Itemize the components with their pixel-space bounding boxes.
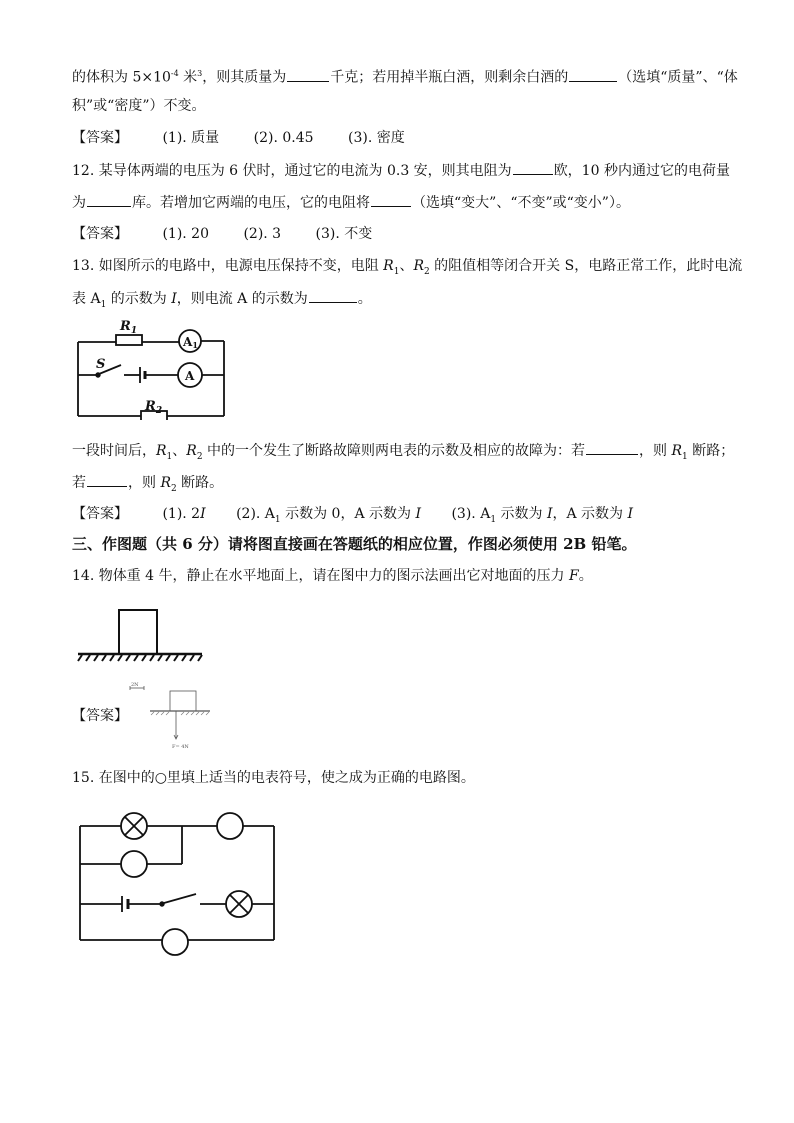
q14-answer-diagram [126, 680, 216, 752]
subscript: 1 [393, 266, 400, 277]
subscript: 1 [100, 299, 107, 310]
q13-blank-1[interactable] [309, 288, 357, 303]
q11-answer [72, 128, 405, 148]
subscript: 2 [424, 266, 430, 277]
answer-text: 示数为 0，A 示数为 [280, 506, 416, 522]
q12-blank-3[interactable] [371, 192, 411, 207]
symbol-r: R [186, 443, 197, 459]
q13-line4 [72, 472, 223, 499]
force-label: F= 4N [172, 744, 189, 750]
answer-item: (2). 0.45 [253, 130, 314, 146]
label-r2: R [145, 399, 156, 414]
q12-blank-2[interactable] [87, 192, 131, 207]
q12-line1 [72, 160, 730, 181]
q14-answer-tag [72, 706, 128, 726]
q12-text: 欧，10 秒内通过它的电荷量 [553, 163, 730, 179]
q14-box-on-ground-diagram [76, 606, 204, 662]
subscript: 1 [274, 514, 281, 525]
q13-circuit-diagram [72, 316, 232, 420]
q13-blank-3[interactable] [87, 472, 127, 487]
answer-item [162, 504, 205, 524]
switch-contact-icon [160, 902, 164, 906]
answer-text: (3). A [451, 506, 491, 522]
q12-text: （选填“变大”、“不变”或“变小”）。 [412, 195, 630, 211]
q15-circuit-diagram [76, 800, 280, 964]
q13-text: ，则 [639, 443, 672, 459]
label-s: S [96, 357, 106, 372]
answer-item: (3). 不变 [315, 226, 373, 242]
q14-text-part: 14. 物体重 4 牛，静止在水平地面上，请在图中力的图示法画出它对地面的压力 [72, 568, 569, 584]
meter-slot-icon[interactable] [121, 851, 147, 877]
answer-tag: 【答案】 [72, 130, 128, 146]
answer-item [236, 504, 421, 530]
q11-blank-1[interactable] [287, 67, 329, 82]
q11-text: 的体积为 5×10 [72, 69, 171, 86]
symbol-f: F [568, 568, 579, 584]
q11-text: ，则其质量为 [202, 69, 287, 86]
q11-text: （选填“质量”、“体 [618, 69, 738, 86]
meter-slot-icon[interactable] [217, 813, 243, 839]
q13-line1 [72, 256, 742, 282]
subscript: 2 [196, 451, 203, 462]
q14-text-part: 。 [578, 568, 593, 584]
answer-text: 示数为 [496, 506, 547, 522]
label-r2-sub: 2 [155, 406, 163, 416]
q13-text: 若 [72, 475, 86, 491]
q13-text: 一段时间后， [72, 443, 156, 459]
symbol-i: I [546, 506, 553, 522]
q11-line2 [72, 96, 205, 116]
symbol-r: R [383, 258, 394, 274]
symbol-r: R [160, 475, 171, 491]
subscript: 1 [166, 451, 173, 462]
svg-text:A1 [182, 335, 198, 350]
ground-hatch-icon [78, 655, 202, 661]
q12-text: 库。若增加它两端的电压，它的电阻将 [132, 195, 370, 211]
answer-item: (3). 密度 [348, 130, 405, 146]
answer-item: (2). 3 [243, 226, 282, 242]
symbol-i: I [171, 291, 177, 307]
answer-item: (1). 20 [162, 226, 209, 242]
answer-tag: 【答案】 [72, 708, 128, 724]
label-a: A [185, 369, 195, 383]
q11-text: 千克；若用掉半瓶白酒，则剩余白酒的 [330, 69, 569, 86]
symbol-r: R [671, 443, 683, 459]
answer-item: (1). 质量 [162, 130, 220, 146]
q13-text: 表 A [72, 291, 101, 307]
resistor-r1 [116, 335, 142, 345]
meter-slot-icon[interactable] [162, 929, 188, 955]
q13-answer [72, 504, 633, 530]
scale-label: 2N [131, 682, 139, 688]
q13-text: 的阻值相等闭合开关 S，电路正常工作，此时电流 [429, 258, 743, 274]
q12-answer [72, 224, 372, 244]
answer-item [451, 504, 633, 530]
label-a1: A [183, 335, 193, 349]
q13-line3 [72, 440, 734, 467]
q13-text: 中的一个发生了断路故障则两电表的示数及相应的故障为：若 [202, 443, 586, 459]
q13-text: 13. 如图所示的电路中，电源电压保持不变，电阻 [72, 258, 384, 274]
q15-text: 15. 在图中的○里填上适当的电表符号，使之成为正确的电路图。 [72, 770, 475, 786]
section-heading: 三、作图题（共 6 分）请将图直接画在答题纸的相应位置，作图必须使用 2B 铅笔。 [72, 535, 637, 553]
q13-text: 断路。 [176, 475, 224, 491]
answer-text: (1). 2 [162, 506, 201, 522]
answer-tag: 【答案】 [72, 506, 128, 522]
q13-blank-2[interactable] [586, 440, 638, 455]
answer-tag: 【答案】 [72, 226, 128, 242]
q13-text: ，则 [128, 475, 161, 491]
subscript: 1 [490, 514, 497, 525]
q13-text: 。 [357, 291, 372, 307]
answer-text: ，A 示数为 [552, 506, 628, 522]
q13-text: 、 [172, 443, 187, 459]
svg-text:R2 [144, 399, 162, 416]
q12-blank-1[interactable] [513, 160, 553, 175]
symbol-i: I [415, 506, 422, 522]
q11-blank-2[interactable] [569, 67, 617, 82]
q12-line2 [72, 192, 630, 213]
q13-text: 的示数为 [106, 291, 172, 307]
q12-text: 为 [72, 195, 86, 211]
q11-text: 积”或“密度”）不变。 [72, 98, 206, 114]
svg-text:S [96, 357, 105, 372]
answer-text: (2). A [236, 506, 275, 522]
subscript: 1 [682, 451, 688, 462]
subscript: 2 [171, 483, 177, 494]
q13-line2 [72, 288, 372, 315]
q14-text [72, 566, 593, 586]
q13-text: 、 [399, 258, 414, 274]
label-a1-sub: 1 [192, 340, 198, 350]
label-r1-sub: 1 [130, 326, 138, 336]
symbol-i: I [627, 506, 634, 522]
symbol-r: R [156, 443, 167, 459]
q13-text: 断路； [687, 443, 735, 459]
q11-exponent: 3 [197, 69, 203, 78]
symbol-r: R [413, 258, 424, 274]
q11-text: 米 [178, 69, 198, 86]
switch-icon [164, 894, 196, 903]
symbol-i: I [200, 506, 206, 522]
q11-line1 [72, 64, 738, 88]
svg-text:R1 [119, 319, 137, 336]
block-icon [119, 610, 157, 654]
q13-text: ，则电流 A 的示数为 [176, 291, 308, 307]
answer-block-icon [170, 691, 196, 711]
q12-text: 12. 某导体两端的电压为 6 伏时，通过它的电流为 0.3 安，则其电阻为 [72, 163, 512, 179]
q11-exponent: -4 [170, 69, 179, 78]
label-r1: R [120, 319, 131, 334]
